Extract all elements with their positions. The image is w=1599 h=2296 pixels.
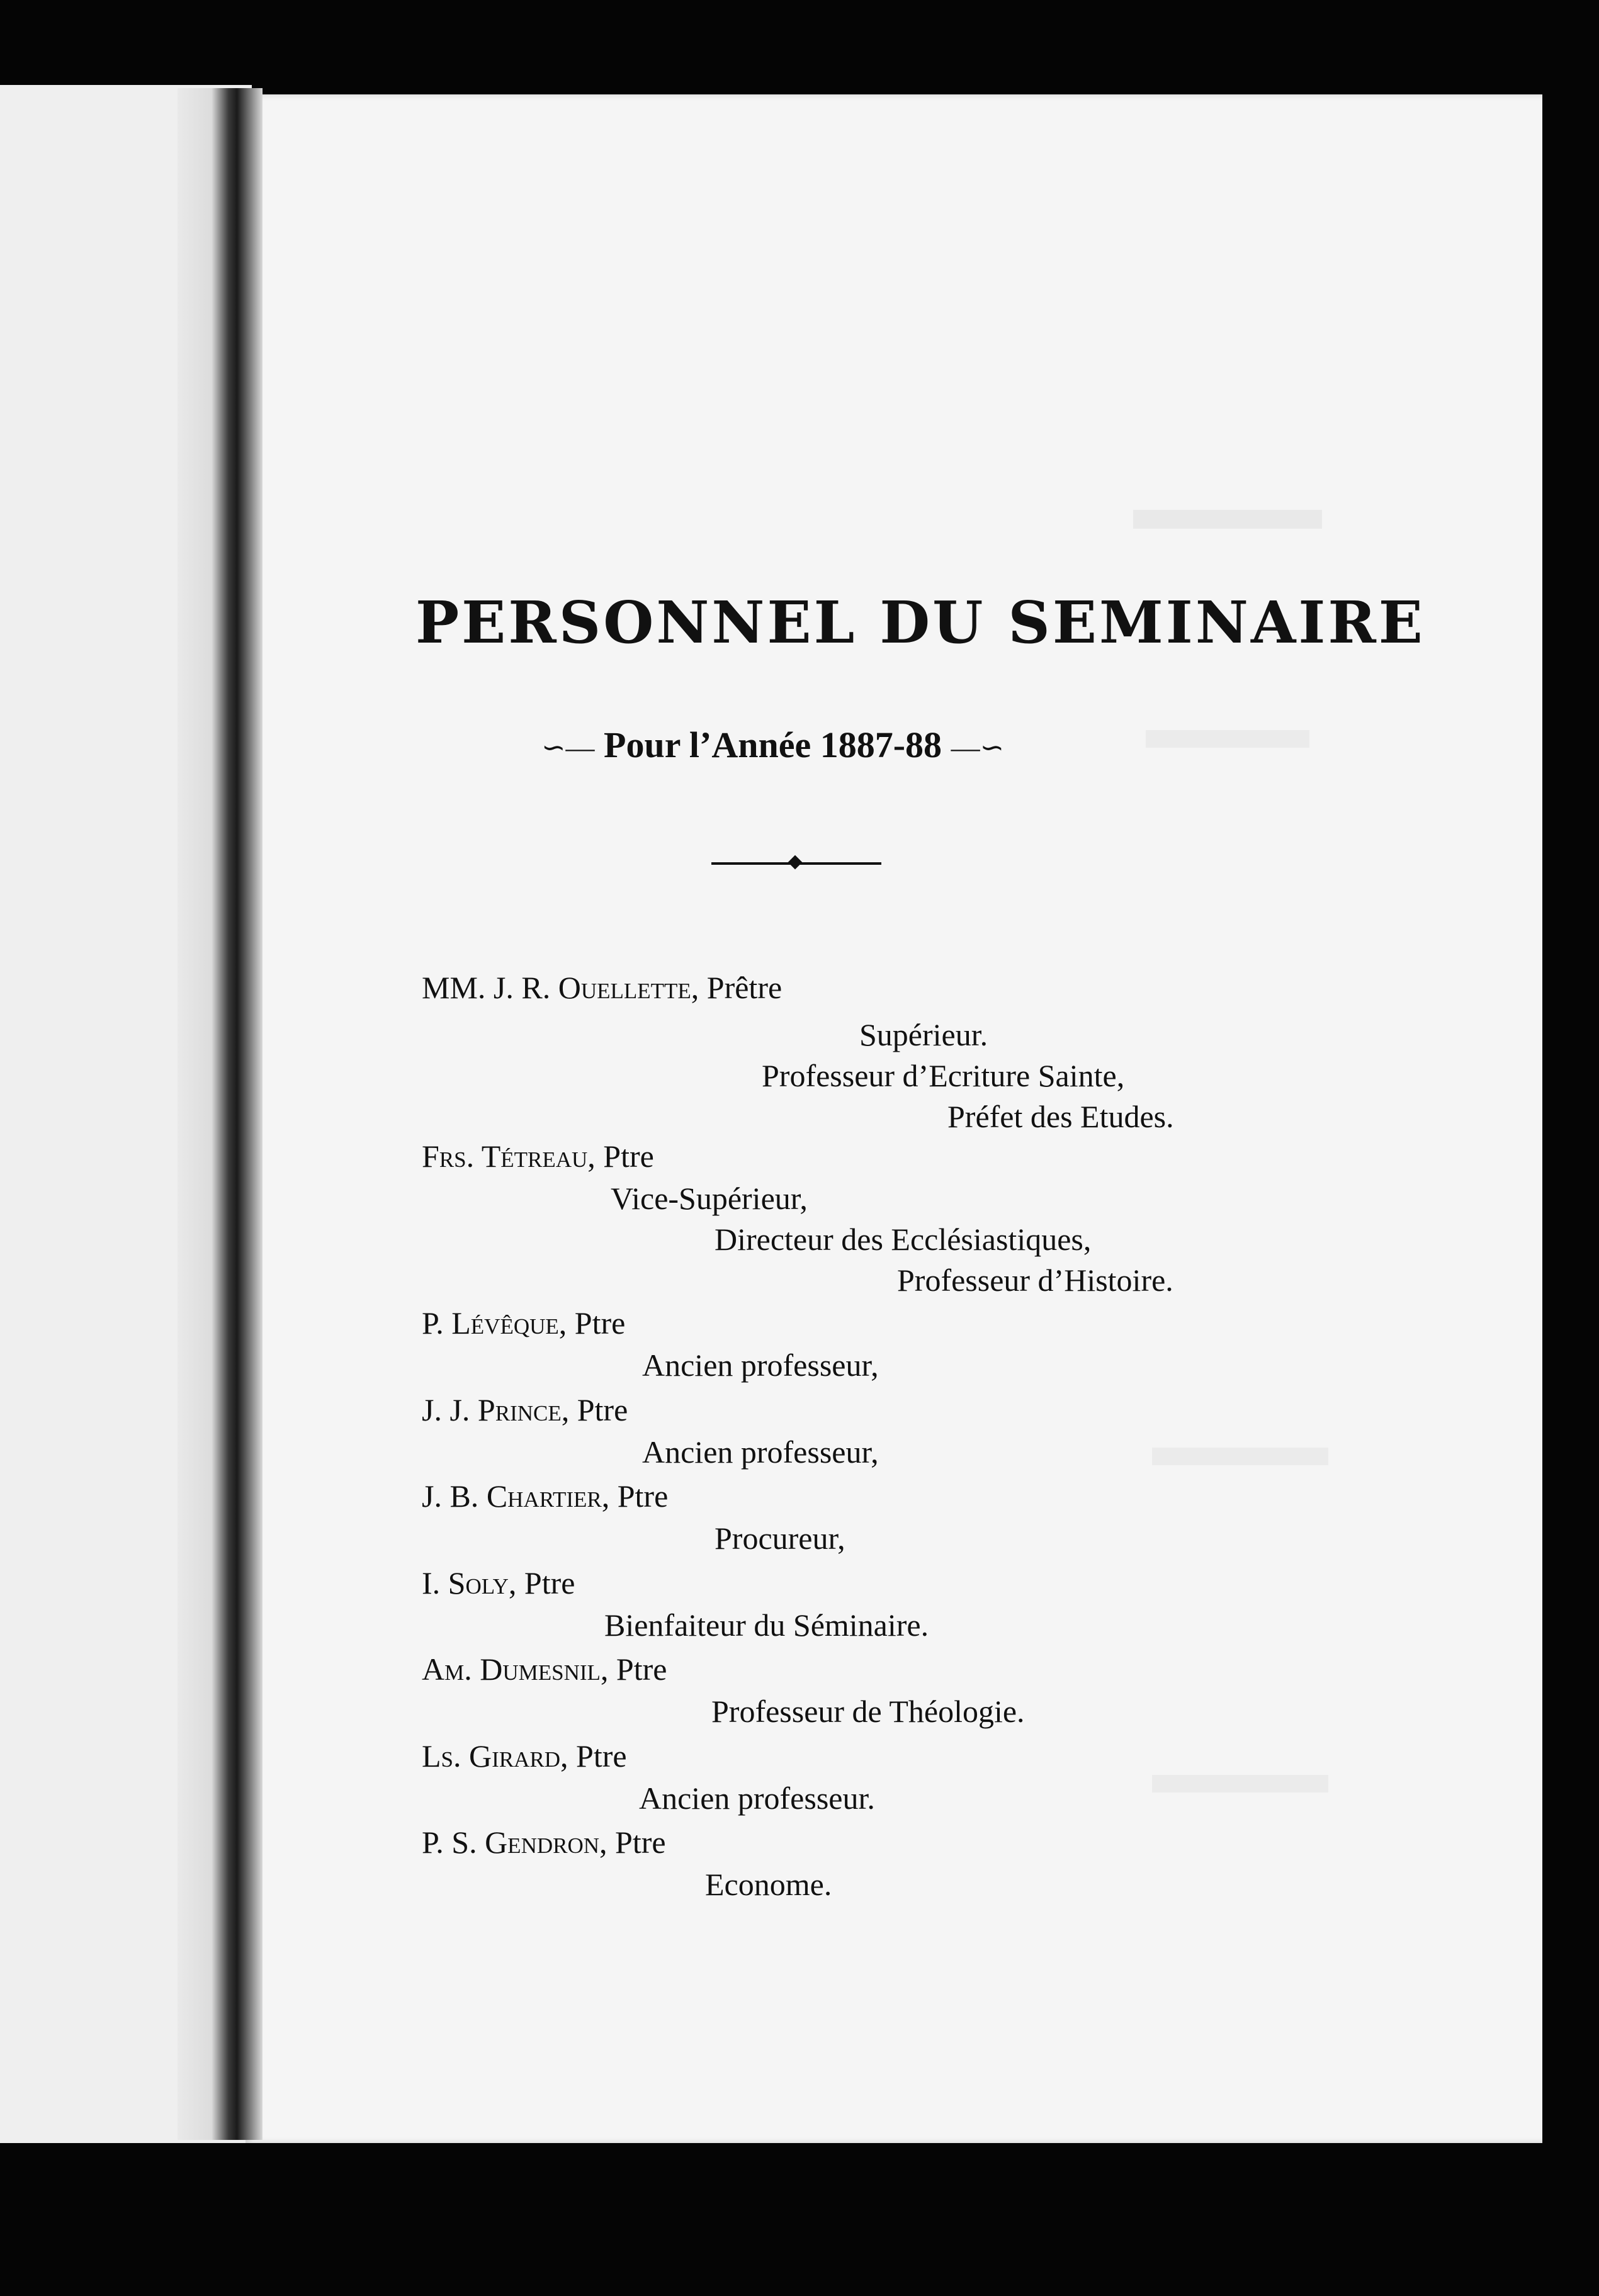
personnel-name-line <box>422 969 782 1006</box>
bleed-through-mark <box>1152 1448 1328 1465</box>
personnel-name-line <box>422 1565 575 1601</box>
surname: Dumesnil <box>480 1652 601 1687</box>
name-prefix: Am. <box>422 1652 480 1687</box>
personnel-name-line <box>422 1478 668 1514</box>
flourish-left: ∽— <box>541 731 595 763</box>
personnel-role: Vice-Supérieur, <box>611 1181 808 1216</box>
personnel-name-line <box>422 1138 654 1174</box>
personnel-role: Supérieur. <box>859 1017 988 1052</box>
name-suffix: , Ptre <box>558 1305 626 1341</box>
name-suffix: , Ptre <box>599 1825 666 1860</box>
personnel-name-line <box>422 1824 666 1860</box>
bleed-through-mark <box>1152 1775 1328 1792</box>
name-prefix: Frs. <box>422 1139 482 1174</box>
personnel-role: Directeur des Ecclésiastiques, <box>715 1222 1092 1257</box>
personnel-role: Préfet des Etudes. <box>947 1099 1174 1134</box>
bleed-through-mark <box>1133 510 1322 529</box>
surname: Ouellette <box>558 970 691 1005</box>
bleed-through-mark <box>1146 730 1309 748</box>
surname: Girard <box>469 1738 561 1774</box>
personnel-role: Procureur, <box>715 1521 845 1556</box>
personnel-name-line <box>422 1651 667 1687</box>
name-suffix: , Ptre <box>587 1139 654 1174</box>
name-prefix: J. J. <box>422 1392 478 1427</box>
subtitle <box>541 724 1121 774</box>
personnel-name-line <box>422 1305 625 1341</box>
book-gutter <box>178 88 263 2140</box>
name-suffix: , Ptre <box>601 1478 669 1514</box>
personnel-role: Ancien professeur, <box>642 1348 879 1383</box>
surname: Lévêque <box>451 1305 559 1341</box>
personnel-name-line <box>422 1738 627 1774</box>
surname: Chartier <box>486 1478 602 1514</box>
name-prefix: P. <box>422 1305 452 1341</box>
surname: Prince <box>477 1392 562 1427</box>
name-suffix: , Ptre <box>600 1652 667 1687</box>
page-title: PERSONNEL DU SEMINAIRE <box>415 588 1425 656</box>
name-prefix: Ls. <box>422 1738 470 1774</box>
personnel-role: Professeur d’Ecriture Sainte, <box>762 1058 1125 1093</box>
personnel-role: Ancien professeur. <box>639 1781 875 1816</box>
personnel-role: Econome. <box>705 1867 832 1902</box>
personnel-role: Professeur de Théologie. <box>711 1694 1025 1729</box>
flourish-right: —∽ <box>951 731 1005 763</box>
name-suffix: , Ptre <box>561 1392 628 1427</box>
name-suffix: , Prêtre <box>691 970 783 1005</box>
surname: Tétreau <box>481 1139 588 1174</box>
name-suffix: , Ptre <box>560 1738 627 1774</box>
name-prefix: J. B. <box>422 1478 487 1514</box>
name-prefix: I. <box>422 1565 448 1601</box>
name-prefix: P. S. <box>422 1825 485 1860</box>
name-prefix: MM. J. R. <box>422 970 558 1005</box>
surname: Soly <box>448 1565 509 1601</box>
name-suffix: , Ptre <box>508 1565 575 1601</box>
personnel-name-line <box>422 1392 628 1428</box>
personnel-role: Ancien professeur, <box>642 1434 879 1470</box>
subtitle-text: Pour l’Année 1887-88 <box>604 724 942 765</box>
personnel-role: Professeur d’Histoire. <box>897 1263 1173 1298</box>
personnel-role: Bienfaiteur du Séminaire. <box>604 1607 929 1643</box>
surname: Gendron <box>485 1825 600 1860</box>
